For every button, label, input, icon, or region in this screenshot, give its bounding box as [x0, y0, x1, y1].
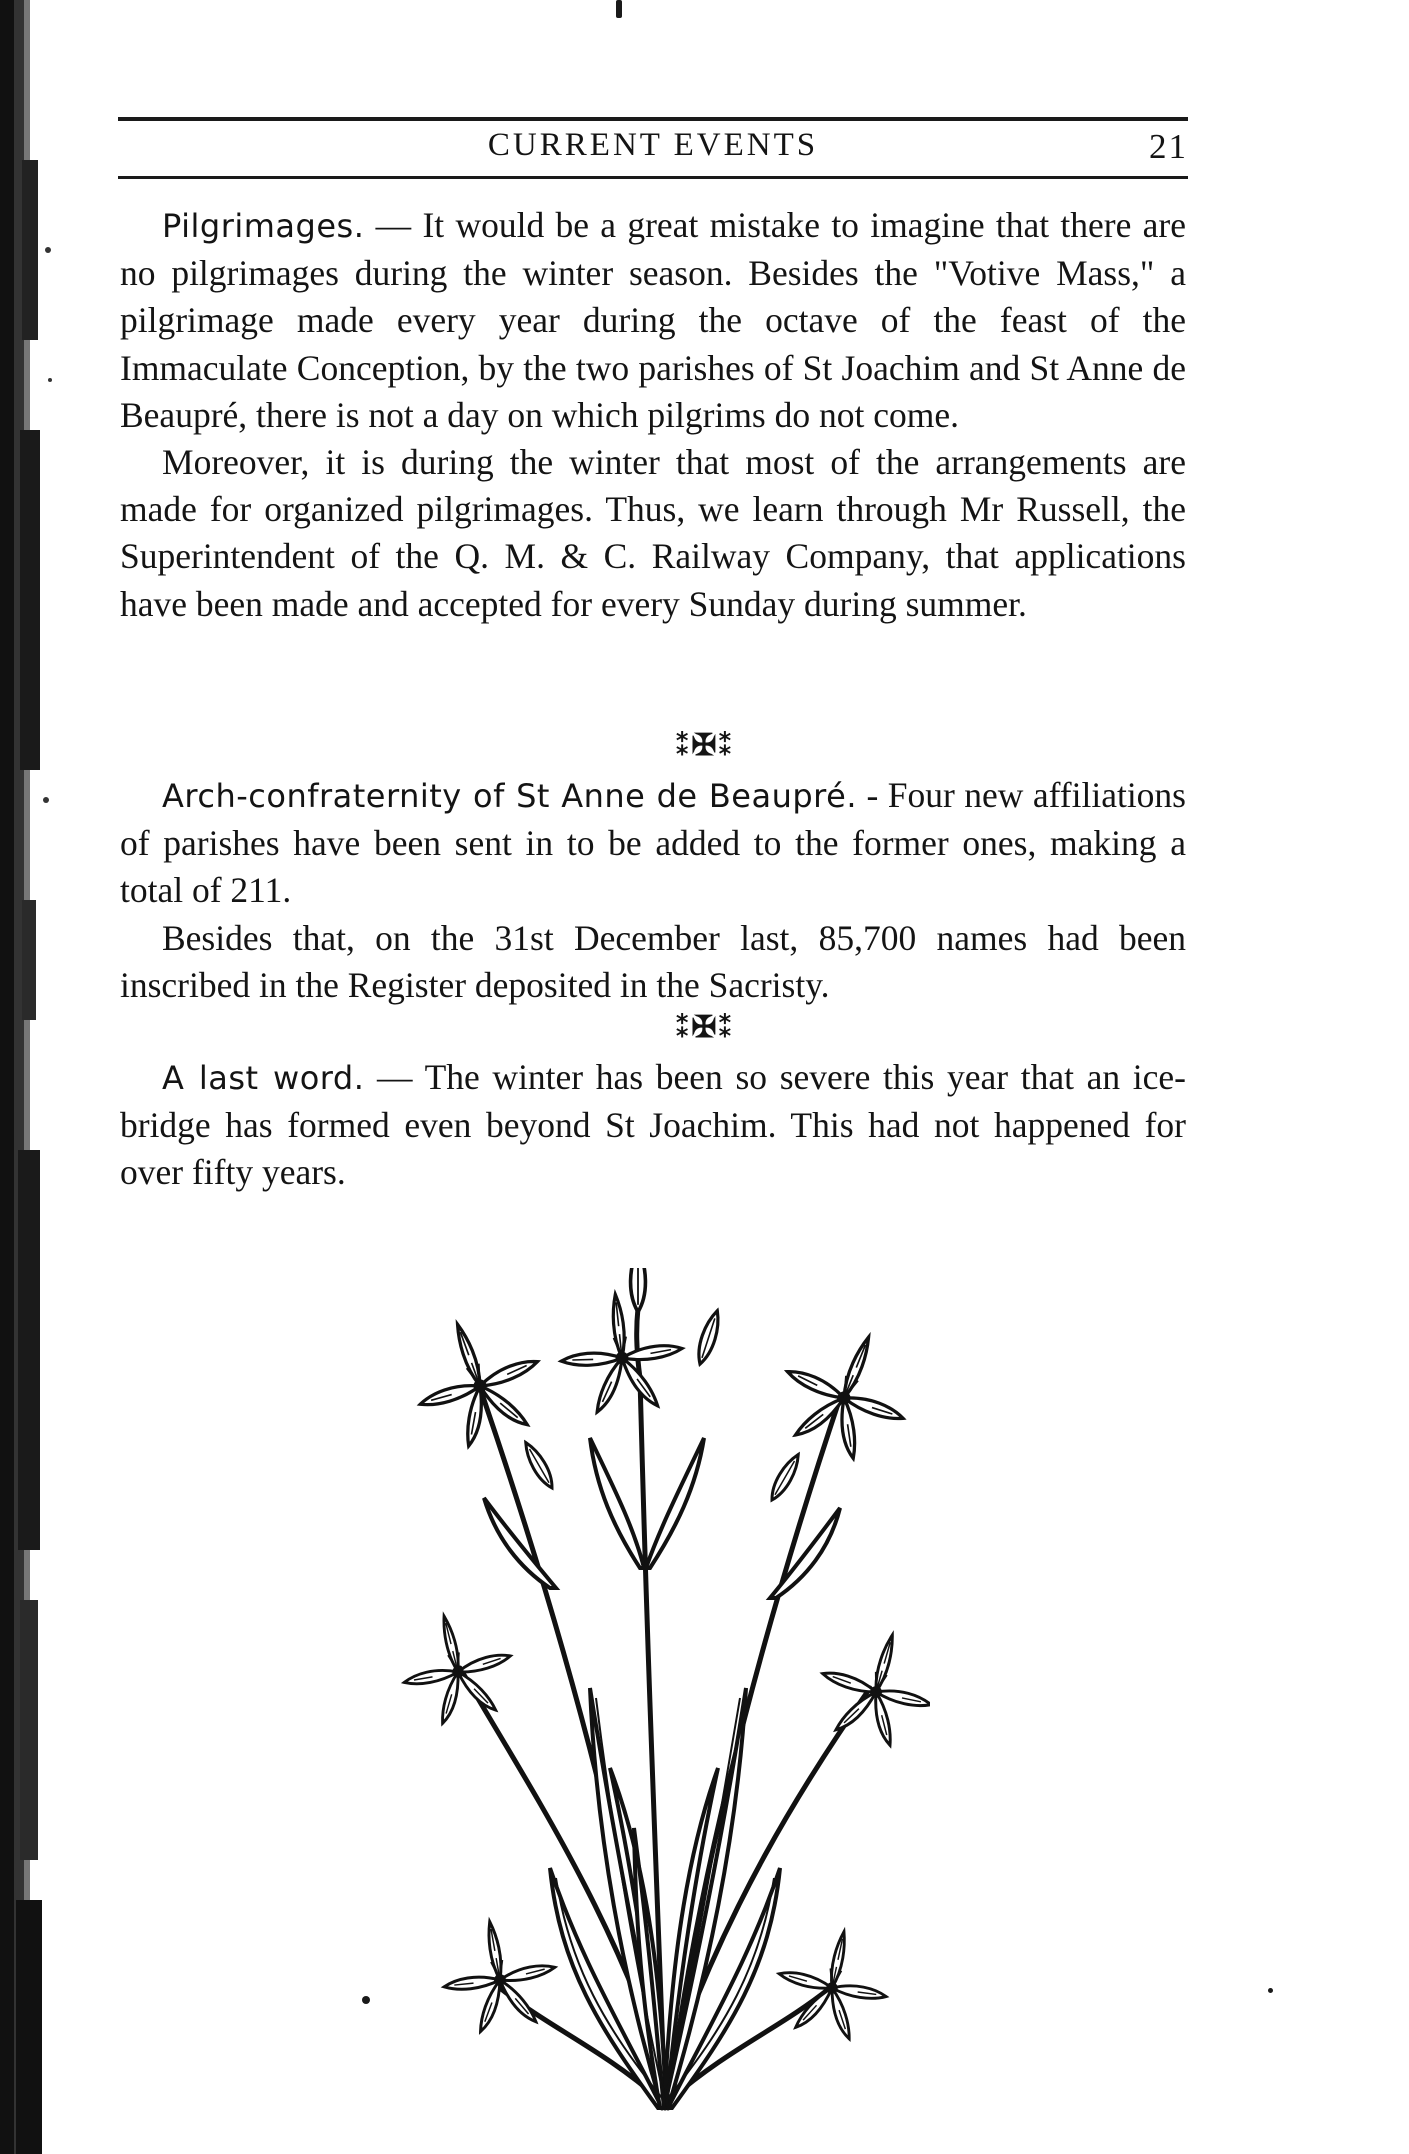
section-heading: A last word. [162, 1059, 365, 1097]
paragraph [120, 772, 1186, 915]
page-binding-shadow [0, 0, 62, 2154]
paragraph-text: Moreover, it is during the winter that most of the arrangements are made for organized pilgrimages. Thus, we learn through Mr Russell, the Superintendent of the Q. M. & C. Railway Company, that applications have been made and accepted for every Sunday during summer. [120, 442, 1186, 624]
section-arch-confraternity [120, 772, 1186, 1009]
scan-speck [1268, 1988, 1273, 1993]
paragraph [120, 1054, 1186, 1197]
lily-flower-icon [400, 1268, 930, 2138]
section-heading: Arch-confraternity of St Anne de Beaupré. [162, 777, 857, 815]
scan-speck [362, 1996, 370, 2004]
paragraph [120, 202, 1186, 439]
paragraph-text: — It would be a great mistake to imagine that there are no pilgrimages during the winter season. Besides the "Votive Mass," a pilgrimage made every year during the octave of the feast of the Immaculate Conception, by the two parishes of St Joachim and St Anne de Beaupré, there is not a day on which pilgrims do not come. [120, 205, 1186, 435]
section-heading: Pilgrimages. [162, 207, 365, 245]
section-pilgrimages [120, 202, 1186, 628]
paragraph-text: Besides that, on the 31st December last, 85,700 names had been inscribed in the Register deposited in the Sacristy. [120, 917, 1186, 1005]
header-rule-bottom [118, 176, 1188, 179]
scan-mark [616, 0, 622, 18]
paragraph-text: — The winter has been so severe this year that an ice-bridge has formed even beyond St Joachim. This had not happened for over fifty years. [120, 1057, 1187, 1193]
paragraph [120, 915, 1186, 1009]
header-rule-top [118, 117, 1188, 121]
section-separator-ornament: ⁑✠⁑ [674, 1011, 735, 1044]
running-title: CURRENT EVENTS [487, 127, 819, 163]
paragraph-text: - Four new affiliations of parishes have been sent in to be added to the former ones, making a total of 211. [120, 775, 1186, 911]
paragraph [120, 439, 1186, 628]
section-separator-ornament: ⁑✠⁑ [674, 729, 735, 762]
section-last-word [120, 1054, 1186, 1197]
page-number: 21 [1149, 127, 1188, 166]
